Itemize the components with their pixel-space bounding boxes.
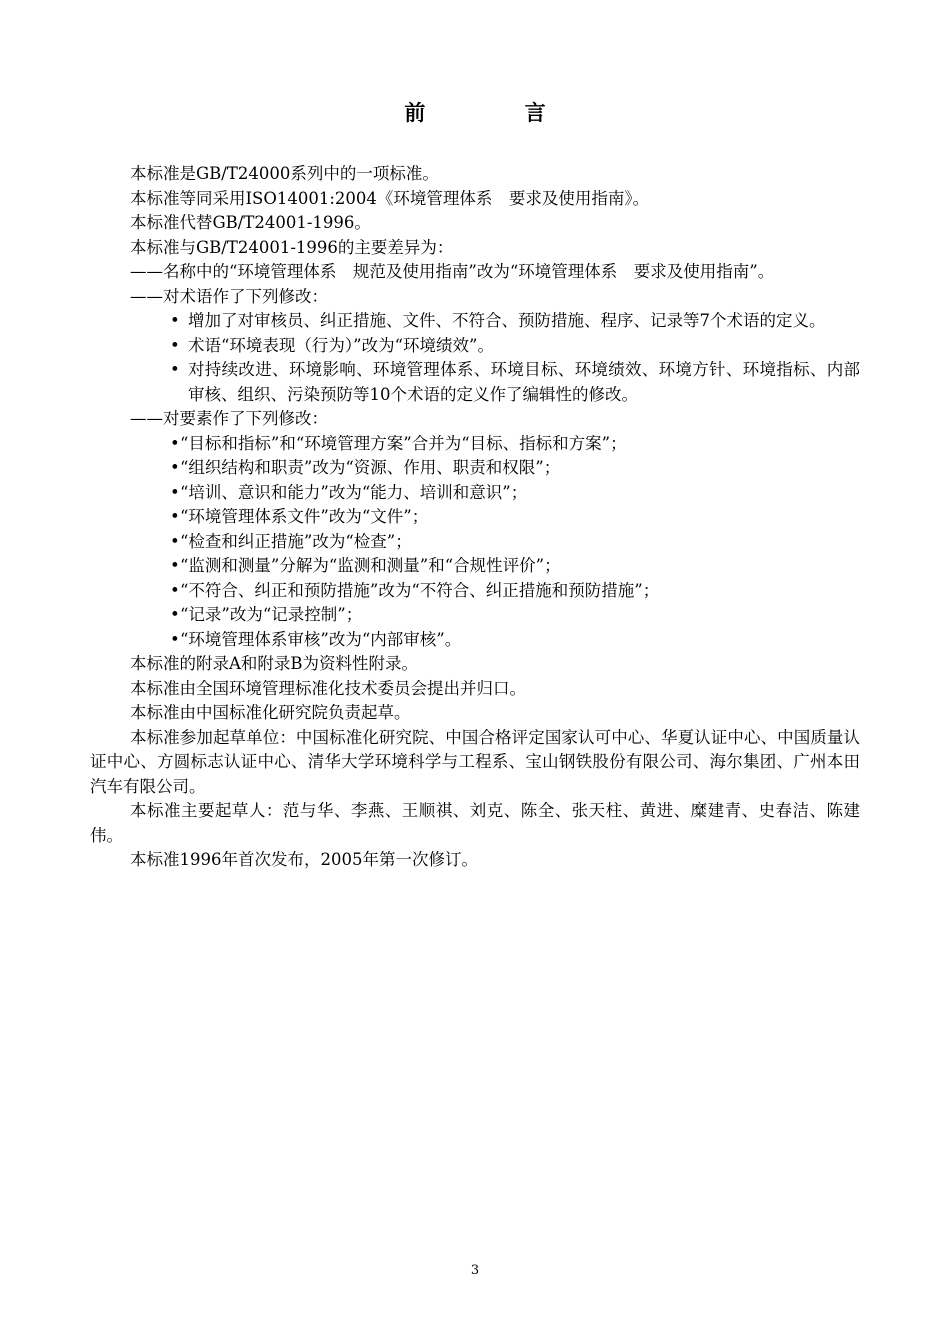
- paragraph: 本标准的附录A和附录B为资料性附录。: [130, 654, 419, 673]
- paragraph: 本标准等同采用ISO14001:2004《环境管理体系 要求及使用指南》。: [130, 188, 650, 208]
- bullet-icon: •: [170, 458, 180, 477]
- bullet-icon: •: [170, 507, 180, 526]
- bullet-icon: •: [170, 580, 180, 600]
- list-item: [90, 309, 860, 334]
- list-item: [90, 530, 860, 555]
- page-number: 3: [470, 1263, 480, 1278]
- list-item: [90, 481, 860, 506]
- list-item-text: “不符合、纠正和预防措施”改为“不符合、纠正措施和预防措施”；: [180, 580, 660, 600]
- list-item-text: “目标和指标”和“环境管理方案”合并为“目标、指标和方案”；: [180, 433, 627, 453]
- list-item: [90, 579, 860, 604]
- bullet-icon: •: [170, 605, 180, 624]
- list-item: [90, 432, 860, 457]
- list-item-text: “监测和测量”分解为“监测和测量”和“合规性评价”；: [180, 556, 561, 575]
- paragraph: 本标准参加起草单位：中国标准化研究院、中国合格评定国家认可中心、华夏认证中心、中国质量认证中心、方圆标志认证中心、清华大学环境科学与工程系、宝山钢铁股份有限公司、海尔集团、广州本田汽车有限公司。: [90, 727, 860, 796]
- bullet-icon: •: [170, 482, 180, 502]
- paragraph: ——名称中的“环境管理体系 规范及使用指南”改为“环境管理体系 要求及使用指南”。: [130, 262, 775, 281]
- element-change-list: [90, 432, 860, 653]
- list-item: [90, 334, 860, 359]
- paragraph: ——对术语作了下列修改：: [130, 286, 328, 306]
- page-title: 前 言: [404, 100, 592, 125]
- list-item-text: 对持续改进、环境影响、环境管理体系、环境目标、环境绩效、环境方针、环境指标、内部审核、组织、污染预防等10个术语的定义作了编辑性的修改。: [188, 360, 860, 404]
- list-item-text: 增加了对审核员、纠正措施、文件、不符合、预防措施、程序、记录等7个术语的定义。: [188, 311, 826, 330]
- list-item-text: “组织结构和职责”改为“资源、作用、职责和权限”；: [180, 458, 561, 477]
- bullet-icon: •: [170, 531, 180, 551]
- list-item: [90, 505, 860, 530]
- paragraph: 本标准由中国标准化研究院负责起草。: [130, 703, 411, 722]
- list-item-text: “环境管理体系审核”改为“内部审核”。: [180, 629, 462, 649]
- terms-change-list: [90, 309, 860, 407]
- list-item: [90, 554, 860, 579]
- foreword-body: [90, 162, 860, 873]
- list-item-text: “检查和纠正措施”改为“检查”；: [180, 531, 412, 551]
- bullet-icon: •: [170, 311, 180, 330]
- bullet-icon: •: [170, 335, 180, 355]
- list-item-text: “记录”改为“记录控制”；: [180, 605, 363, 624]
- paragraph: 本标准是GB/T24000系列中的一项标准。: [130, 164, 439, 183]
- list-item: [90, 603, 860, 628]
- list-item: [90, 456, 860, 481]
- list-item: [90, 628, 860, 653]
- bullet-icon: •: [170, 629, 180, 649]
- list-item-text: “环境管理体系文件”改为“文件”；: [180, 507, 429, 526]
- list-item-text: “培训、意识和能力”改为“能力、培训和意识”；: [180, 482, 528, 502]
- paragraph: 本标准与GB/T24001-1996的主要差异为：: [130, 237, 454, 257]
- paragraph: 本标准主要起草人：范与华、李燕、王顺祺、刘克、陈全、张天柱、黄进、糜建青、史春洁、陈建伟。: [90, 801, 860, 845]
- paragraph: 本标准代替GB/T24001-1996。: [130, 213, 371, 232]
- paragraph: ——对要素作了下列修改：: [130, 409, 328, 428]
- bullet-icon: •: [170, 556, 180, 575]
- list-item: [90, 358, 860, 407]
- paragraph: 本标准1996年首次发布，2005年第一次修订。: [130, 850, 478, 869]
- list-item-text: 术语“环境表现（行为）”改为“环境绩效”。: [188, 335, 494, 355]
- bullet-icon: •: [170, 360, 180, 379]
- paragraph: 本标准由全国环境管理标准化技术委员会提出并归口。: [130, 678, 526, 698]
- bullet-icon: •: [170, 433, 180, 453]
